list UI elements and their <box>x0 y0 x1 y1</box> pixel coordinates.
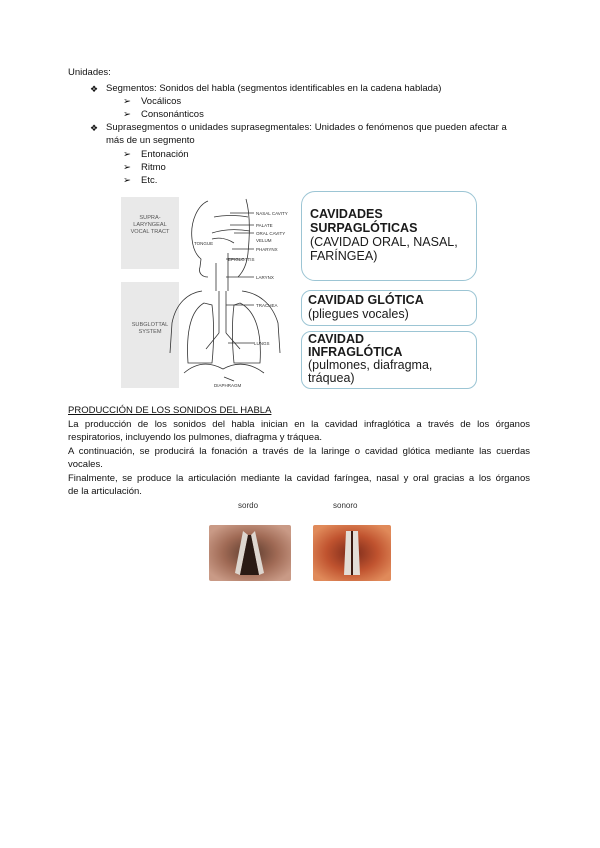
bullet-diamond-icon: ❖ <box>90 123 99 133</box>
units-title: Unidades: <box>68 67 111 78</box>
vocal-tract-diagram <box>168 193 298 393</box>
box-cavidad-infraglotica <box>301 331 477 389</box>
label-nasal-cavity: NASAL CAVITY <box>256 211 288 216</box>
label-epiglottis: EPIGLOTTIS <box>228 257 255 262</box>
caption-sordo: sordo <box>238 501 259 510</box>
arrow-bullet-icon: ➢ <box>123 162 131 173</box>
vocal-folds-open-photo <box>209 525 291 581</box>
segmentos-text: Segmentos: Sonidos del habla (segmentos identificables en la cadena hablada) <box>106 83 442 94</box>
paragraph-line: A continuación, se producirá la fonación a través de la laringe o cavidad glótica mediante las cuerdas <box>68 446 530 457</box>
arrow-bullet-icon: ➢ <box>123 96 131 107</box>
paragraph-line: vocales. <box>68 459 103 470</box>
caption-sonoro: sonoro <box>333 501 358 510</box>
box1-sub-2: FARÍNGEA) <box>310 249 378 263</box>
suprasegmentos-text: Suprasegmentos o unidades suprasegmentales: Unidades o fenómenos que pueden afectar a <box>106 122 507 133</box>
list-item: Etc. <box>141 175 158 186</box>
supralaryngeal-label: SUPRA- LARYNGEAL VOCAL TRACT <box>130 215 170 235</box>
box-cavidades-surpagloticas <box>301 191 477 281</box>
label-lungs: LUNGS <box>254 341 270 346</box>
paragraph-line: La producción de los sonidos del habla inician en la cavidad infraglótica a través de los órganos <box>68 419 530 430</box>
paragraph-line: Finalmente, se produce la articulación mediante la cavidad faríngea, nasal y oral gracias a los órganos <box>68 473 530 484</box>
list-item: Ritmo <box>141 162 166 173</box>
label-tongue: TONGUE <box>194 241 214 246</box>
box1-sub-1: (CAVIDAD ORAL, NASAL, <box>310 235 458 249</box>
arrow-bullet-icon: ➢ <box>123 109 131 120</box>
box2-sub: (pliegues vocales) <box>308 307 409 321</box>
label-palate: PALATE <box>256 223 273 228</box>
label-oral-cavity: ORAL CAVITY <box>256 231 286 236</box>
list-item: Entonación <box>141 149 189 160</box>
box3-sub-1: (pulmones, diafragma, <box>308 358 433 372</box>
list-item: Consonánticos <box>141 109 204 120</box>
suprasegmentos-text-cont: más de un segmento <box>106 135 195 146</box>
label-larynx: LARYNX <box>256 275 274 280</box>
section-heading: PRODUCCIÓN DE LOS SONIDOS DEL HABLA <box>68 405 272 416</box>
arrow-bullet-icon: ➢ <box>123 175 131 186</box>
arrow-bullet-icon: ➢ <box>123 149 131 160</box>
vocal-folds-closed-photo <box>313 525 391 581</box>
box3-sub-2: tráquea) <box>308 371 355 385</box>
head-outline <box>192 201 208 277</box>
label-trachea: TRACHEA <box>256 303 278 308</box>
label-pharynx: PHARYNX <box>256 247 278 252</box>
list-item: Vocálicos <box>141 96 182 107</box>
box1-title-1: CAVIDADES <box>310 207 383 221</box>
paragraph-line: de la articulación. <box>68 486 142 497</box>
box3-title-2: INFRAGLÓTICA <box>308 345 403 359</box>
paragraph-line: respiratorios, incluyendo los pulmones, diafragma y tráquea. <box>68 432 322 443</box>
label-diaphragm: DIAPHRAGM <box>214 383 242 388</box>
box1-title-2: SURPAGLÓTICAS <box>310 221 418 235</box>
label-velum: VELUM <box>256 238 272 243</box>
bullet-diamond-icon: ❖ <box>90 84 99 94</box>
box-cavidad-glotica <box>301 290 477 326</box>
box3-title-1: CAVIDAD <box>308 332 365 346</box>
subglottal-label: SUBGLOTTAL SYSTEM <box>131 322 169 335</box>
box2-title: CAVIDAD GLÓTICA <box>308 293 424 307</box>
